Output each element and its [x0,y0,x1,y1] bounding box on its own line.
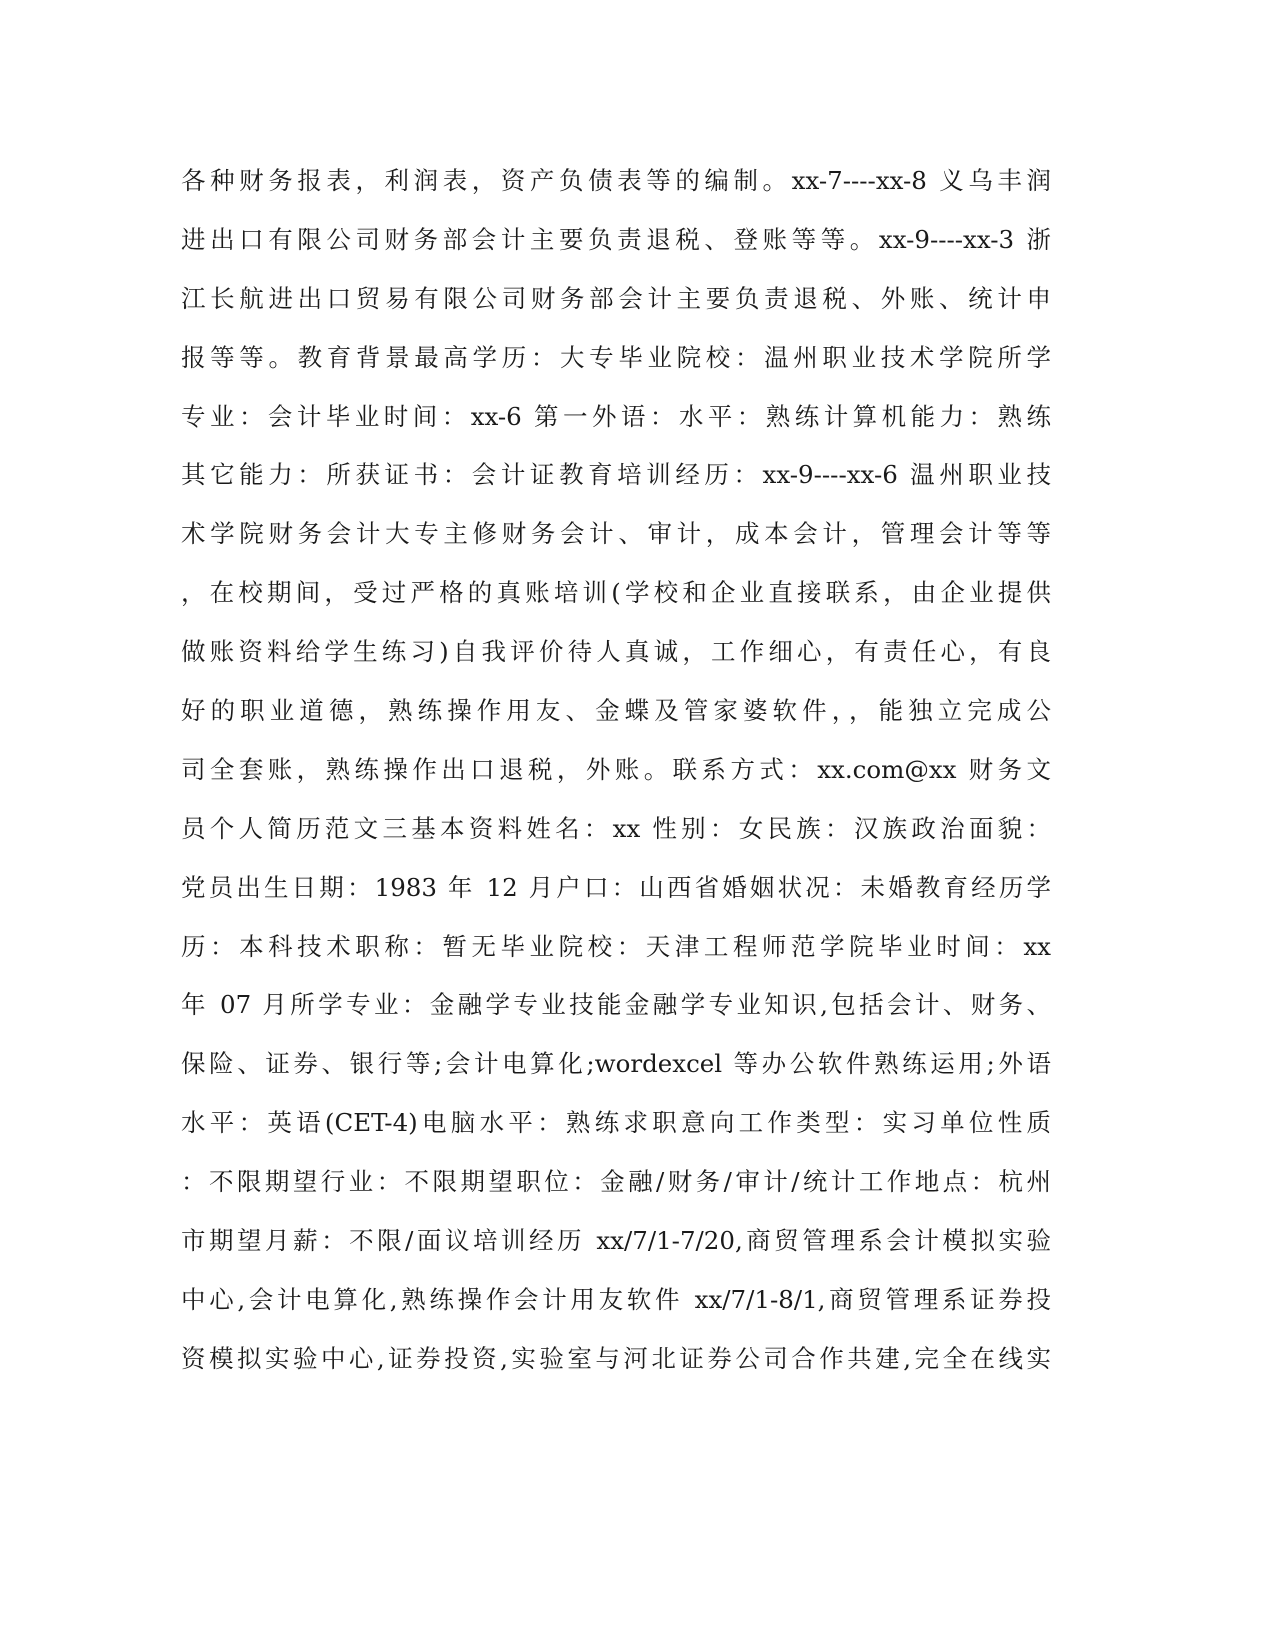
text-line: ：不限期望行业：不限期望职位：金融/财务/审计/统计工作地点：杭州 [181,1167,1051,1197]
text-line: 专业：会计毕业时间：xx-6 第一外语：水平：熟练计算机能力：熟练 [181,401,1051,431]
text-line: 保险、证券、银行等;会计电算化;wordexcel 等办公软件熟练运用;外语 [181,1049,1051,1079]
text-line: 历：本科技术职称：暂无毕业院校：天津工程师范学院毕业时间：xx [181,931,1051,961]
text-line: 中心,会计电算化,熟练操作会计用友软件 xx/7/1-8/1,商贸管理系证券投 [181,1284,1051,1314]
text-line: 水平：英语(CET-4)电脑水平：熟练求职意向工作类型：实习单位性质 [181,1108,1051,1138]
text-line: 员个人简历范文三基本资料姓名：xx 性别：女民族：汉族政治面貌： [181,813,1051,843]
text-line: 党员出生日期：1983 年 12 月户口：山西省婚姻状况：未婚教育经历学 [181,872,1051,902]
text-line: 术学院财务会计大专主修财务会计、审计，成本会计，管理会计等等 [181,519,1051,549]
text-line: 做账资料给学生练习)自我评价待人真诚，工作细心，有责任心，有良 [181,637,1051,667]
text-line: 进出口有限公司财务部会计主要负责退税、登账等等。xx-9----xx-3 浙 [181,224,1051,254]
text-line: ，在校期间，受过严格的真账培训(学校和企业直接联系，由企业提供 [181,578,1051,608]
resume-text-body [181,152,1051,1389]
text-line: 各种财务报表，利润表，资产负债表等的编制。xx-7----xx-8 义乌丰润 [181,166,1051,195]
text-line: 好的职业道德，熟练操作用友、金蝶及管家婆软件，，能独立完成公 [181,696,1051,726]
text-line: 其它能力：所获证书：会计证教育培训经历：xx-9----xx-6 温州职业技 [181,460,1051,490]
text-line: 资模拟实验中心,证券投资,实验室与河北证券公司合作共建,完全在线实 [181,1343,1051,1373]
text-line: 江长航进出口贸易有限公司财务部会计主要负责退税、外账、统计申 [181,283,1051,313]
text-line: 报等等。教育背景最高学历：大专毕业院校：温州职业技术学院所学 [181,342,1051,372]
text-line: 年 07 月所学专业：金融学专业技能金融学专业知识,包括会计、财务、 [181,990,1051,1020]
text-line: 市期望月薪：不限/面议培训经历 xx/7/1-7/20,商贸管理系会计模拟实验 [181,1226,1051,1256]
text-line: 司全套账，熟练操作出口退税，外账。联系方式：xx.com@xx 财务文 [181,754,1051,784]
